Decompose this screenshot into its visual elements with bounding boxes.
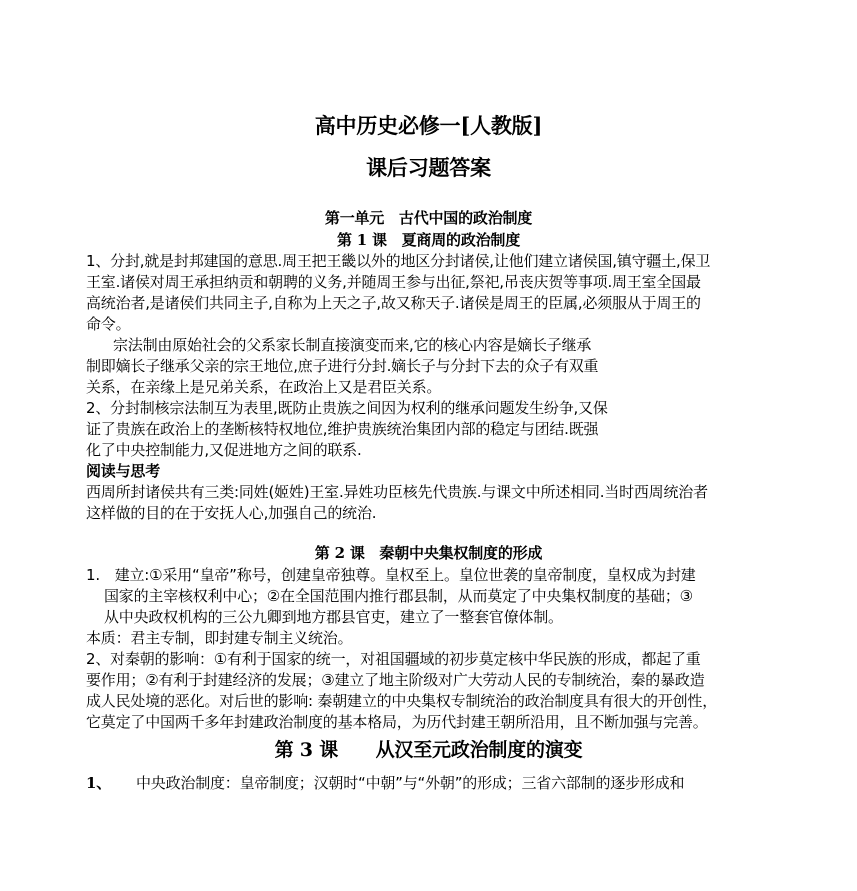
paragraph-line: 命令。	[86, 315, 131, 333]
paragraph-line: 中央政治制度：皇帝制度；汉朝时“中朝”与“外朝”的形成；三省六部制的逐步形成和	[136, 774, 685, 792]
paragraph-line: 这样做的目的在于安抚人心,加强自己的统治.	[86, 504, 377, 522]
paragraph-line: 它莫定了中国两千多年封建政治制度的基本格局，为历代封建王朝所沿用，且不断加强与完善。	[86, 713, 708, 731]
paragraph-line: 成人民处境的恶化。对后世的影响: 秦朝建立的中央集权专制统治的政治制度具有很大的开创性，	[86, 692, 718, 710]
paragraph-line: 王室.诸侯对周王承担纳贡和朝聘的义务,并随周王参与出征,祭祀,吊丧庆贺等事项.周王室全国最	[86, 273, 701, 291]
paragraph-line: 西周所封诸侯共有三类:同姓(姬姓)王室.异姓功臣核先代贵族.与课文中所述相同.当时西周统治者	[86, 483, 708, 501]
paragraph-line: 从中央政权机构的三公九卿到地方郡县官吏，建立了一整套官僚体制。	[104, 608, 563, 626]
paragraph-line: 高统治者,是诸侯们共同主子,自称为上天之子,故又称天子.诸侯是周王的臣属,必须服从于周王的	[86, 294, 701, 312]
paragraph-line: 1. 建立:①采用“皇帝”称号，创建皇帝独尊。皇权至上。皇位世袭的皇帝制度，皇权成为封建	[86, 566, 696, 584]
paragraph-line: 要作用；②有利于封建经济的发展；③建立了地主阶级对广大劳动人民的专制统治，秦的暴政造	[86, 671, 705, 689]
lesson-2-heading: 第 2 课 秦朝中央集权制度的形成	[314, 544, 543, 562]
paragraph-line: 宗法制由原始社会的父系家长制直接演变而来,它的核心内容是嫡长子继承	[113, 336, 592, 354]
document-subtitle: 课后习题答案	[366, 155, 491, 180]
reading-heading: 阅读与思考	[86, 462, 161, 480]
paragraph-line: 制即嫡长子继承父亲的宗王地位,庶子进行分封.嫡长子与分封下去的众子有双重	[86, 357, 599, 375]
paragraph-line: 1、分封,就是封邦建国的意思.周王把王畿以外的地区分封诸侯,让他们建立诸侯国,镇守疆土,保卫	[86, 252, 711, 270]
paragraph-line: 化了中央控制能力,又促进地方之间的联系.	[86, 441, 362, 459]
paragraph-line: 本质：君主专制，即封建专制主义统治。	[86, 629, 353, 647]
paragraph-line: 2、分封制核宗法制互为表里,既防止贵族之间因为权利的继承问题发生纷争,又保	[86, 399, 608, 417]
unit-heading: 第一单元 古代中国的政治制度	[324, 209, 533, 227]
list-item-number: 1、	[86, 774, 112, 792]
paragraph-line: 证了贵族在政治上的垄断核特权地位,维护贵族统治集团内部的稳定与团结.既强	[86, 420, 599, 438]
document-title: 高中历史必修一[人教版]	[314, 113, 543, 138]
lesson-1-heading: 第 1 课 夏商周的政治制度	[336, 231, 521, 249]
paragraph-line: 2、对秦朝的影响：①有利于国家的统一，对祖国疆域的初步莫定核中华民族的形成，都起了重	[86, 650, 701, 668]
lesson-3-heading: 第 3 课 从汉至元政治制度的演变	[274, 739, 583, 761]
paragraph-line: 国家的主宰核权利中心；②在全国范围内推行郡县制，从而莫定了中央集权制度的基础；③	[104, 587, 693, 605]
paragraph-line: 关系，在亲缘上是兄弟关系，在政治上又是君臣关系。	[86, 378, 442, 396]
